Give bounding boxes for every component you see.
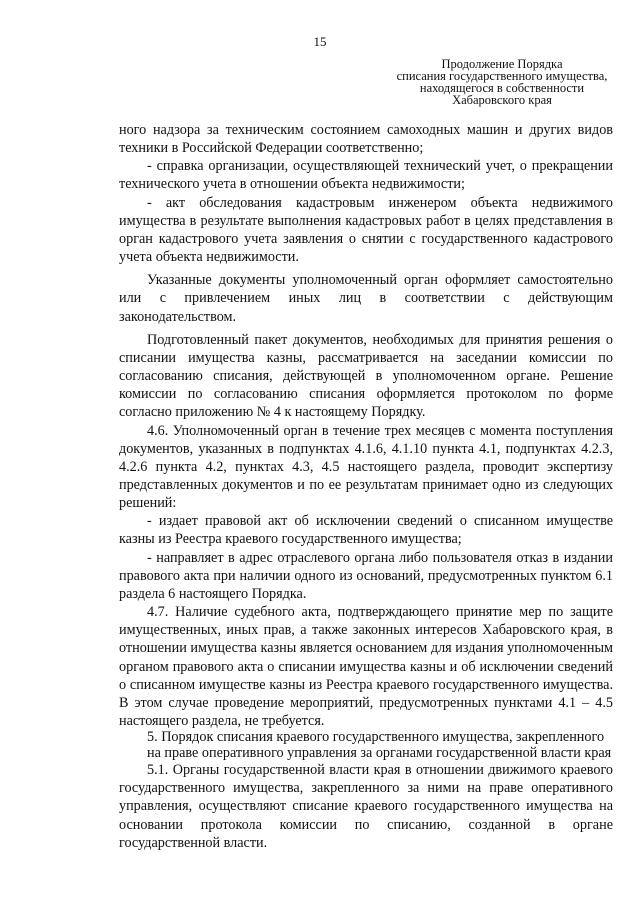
header-line: находящегося в собственности [419,81,585,95]
paragraph: ного надзора за техническим состоянием самоходных машин и других видов техники в Российской Федерации соответственно; [119,122,613,157]
document-header [386,58,618,106]
paragraph: Подготовленный пакет документов, необходимых для принятия решения о списании имущества казны, рассматривается на заседании комиссии по согласованию списания, действующей в уполномоченном органе. Решение комиссии по согласованию списания оформляется протоколом по форме согласно приложению № 4 к настоящему Порядку. [119,331,613,421]
paragraph: 4.6. Уполномоченный орган в течение трех месяцев с момента поступления документов, указанных в подпунктах 4.1.6, 4.1.10 пункта 4.1, подпунктах 4.2.3, 4.2.6 пункта 4.2, пунктах 4.3, 4.5 настоящего раздела, проводит экспертизу представленных документов и по ее результатам принимает одно из следующих решений: [119,422,613,512]
document-body [119,121,613,852]
paragraph: 5.1. Органы государственной власти края в отношении движимого краевого государственного имущества, закрепленного за ними на праве оперативного управления, осуществляют списание краевого государственного имущества на основании протокола комиссии по списанию, созданной в органе государственной власти. [119,762,613,851]
header-line: Хабаровского края [452,93,552,107]
paragraph: - издает правовой акт об исключении сведений о списанном имуществе казны из Реестра краевого государственного имущества; [119,513,613,548]
header-line: списания государственного имущества, [396,69,608,83]
paragraph: - акт обследования кадастровым инженером объекта недвижимого имущества в результате выполнения кадастровых работ в целях представления в орган кадастрового учета заявления о снятии с государственного кадастрового учета объекта недвижимости. [119,194,613,266]
header-line: Продолжение Порядка [441,57,563,71]
page-number: 15 [313,34,327,49]
paragraph: - направляет в адрес отраслевого органа либо пользователя отказ в издании правового акта при наличии одного из оснований, предусмотренных пунктом 6.1 раздела 6 настоящего Порядка. [119,549,613,602]
paragraph: 4.7. Наличие судебного акта, подтверждающего принятие мер по защите имущественных, иных прав, а также законных интересов Хабаровского края, в отношении имущества казны является основанием для издания уполномоченным органом правового акта о списании имущества казны и об исключении сведений о списанном имуществе казны из Реестра краевого государственного имущества. В этом случае проведение мероприятий, предусмотренных пунктами 4.1 – 4.5 настоящего раздела, не требуется. [119,604,613,729]
paragraph: - справка организации, осуществляющей технический учет, о прекращении технического учета в отношении объекта недвижимости; [119,158,613,193]
section-heading: 5. Порядок списания краевого государственного имущества, закрепленного на праве оперативного управления за органами государственной власти края [147,729,612,761]
paragraph: Указанные документы уполномоченный орган оформляет самостоятельно или с привлечением иных лиц в соответствии с действующим законодательством. [119,272,613,325]
